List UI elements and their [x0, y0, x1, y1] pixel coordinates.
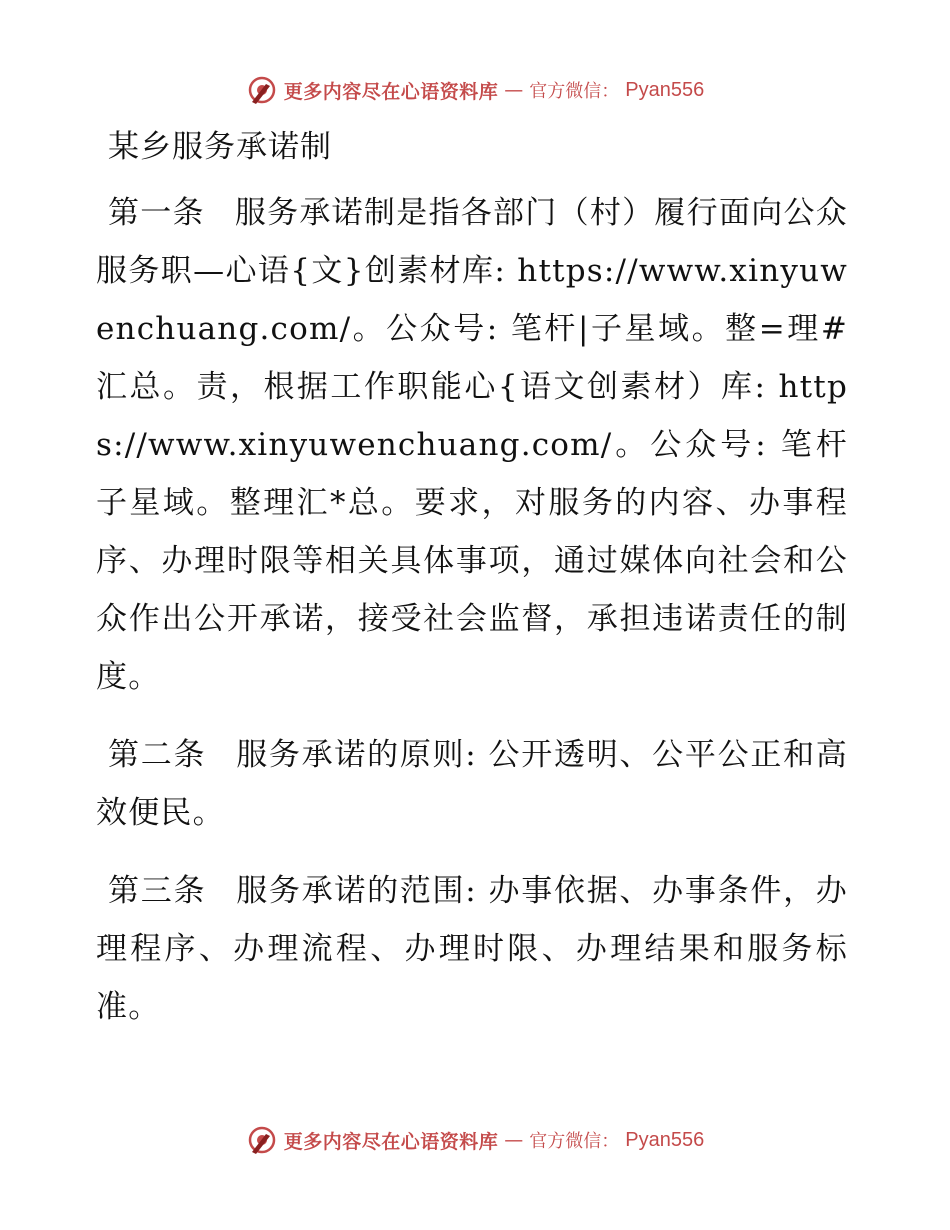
- banner-separator: —: [504, 1129, 524, 1151]
- article-text: 服务承诺制是指各部门（村）履行面向公众服务职—心语{文}创素材库: https://www.xinyuwenchuang.com/。公众号: 笔杆|子星域。整=理#汇总。责，根据工作职能心{语文创素材）库: https://www.xinyuwenchuang.com/。公众号: 笔杆子星域。整理汇*总。要求，对服务的内容、办事程序、办理时限等相关具体事项，通过媒体向社会和公众作出公开承诺，接受社会监督，承担违诺责任的制度。: [96, 195, 848, 695]
- banner-contact-id: Pyan556: [625, 78, 705, 101]
- banner-text: 更多内容尽在心语资料库: [283, 80, 499, 103]
- banner-contact-id: Pyan556: [625, 1128, 705, 1151]
- article-text: 服务承诺的范围: 办事依据、办事条件，办理程序、办理流程、办理时限、办理结果和服务标准。: [96, 873, 848, 1025]
- article-1: [96, 184, 848, 706]
- document-body: [96, 118, 848, 1056]
- banner-text: 更多内容尽在心语资料库: [283, 1130, 499, 1153]
- footer-banner: [0, 1120, 950, 1160]
- article-3: [96, 862, 848, 1036]
- article-number: 第一条: [108, 195, 205, 231]
- banner-contact-label: 官方微信：: [529, 1131, 620, 1152]
- document-title: 某乡服务承诺制: [108, 129, 332, 165]
- article-number: 第二条: [108, 737, 207, 773]
- pen-logo-icon: [246, 74, 278, 106]
- banner-contact-label: 官方微信：: [529, 81, 620, 102]
- header-banner: [0, 70, 950, 110]
- article-2: [96, 726, 848, 842]
- pen-logo-icon: [246, 1124, 278, 1156]
- banner-separator: —: [504, 79, 524, 101]
- article-text: 服务承诺的原则: 公开透明、公平公正和高效便民。: [96, 737, 848, 831]
- article-number: 第三条: [108, 873, 207, 909]
